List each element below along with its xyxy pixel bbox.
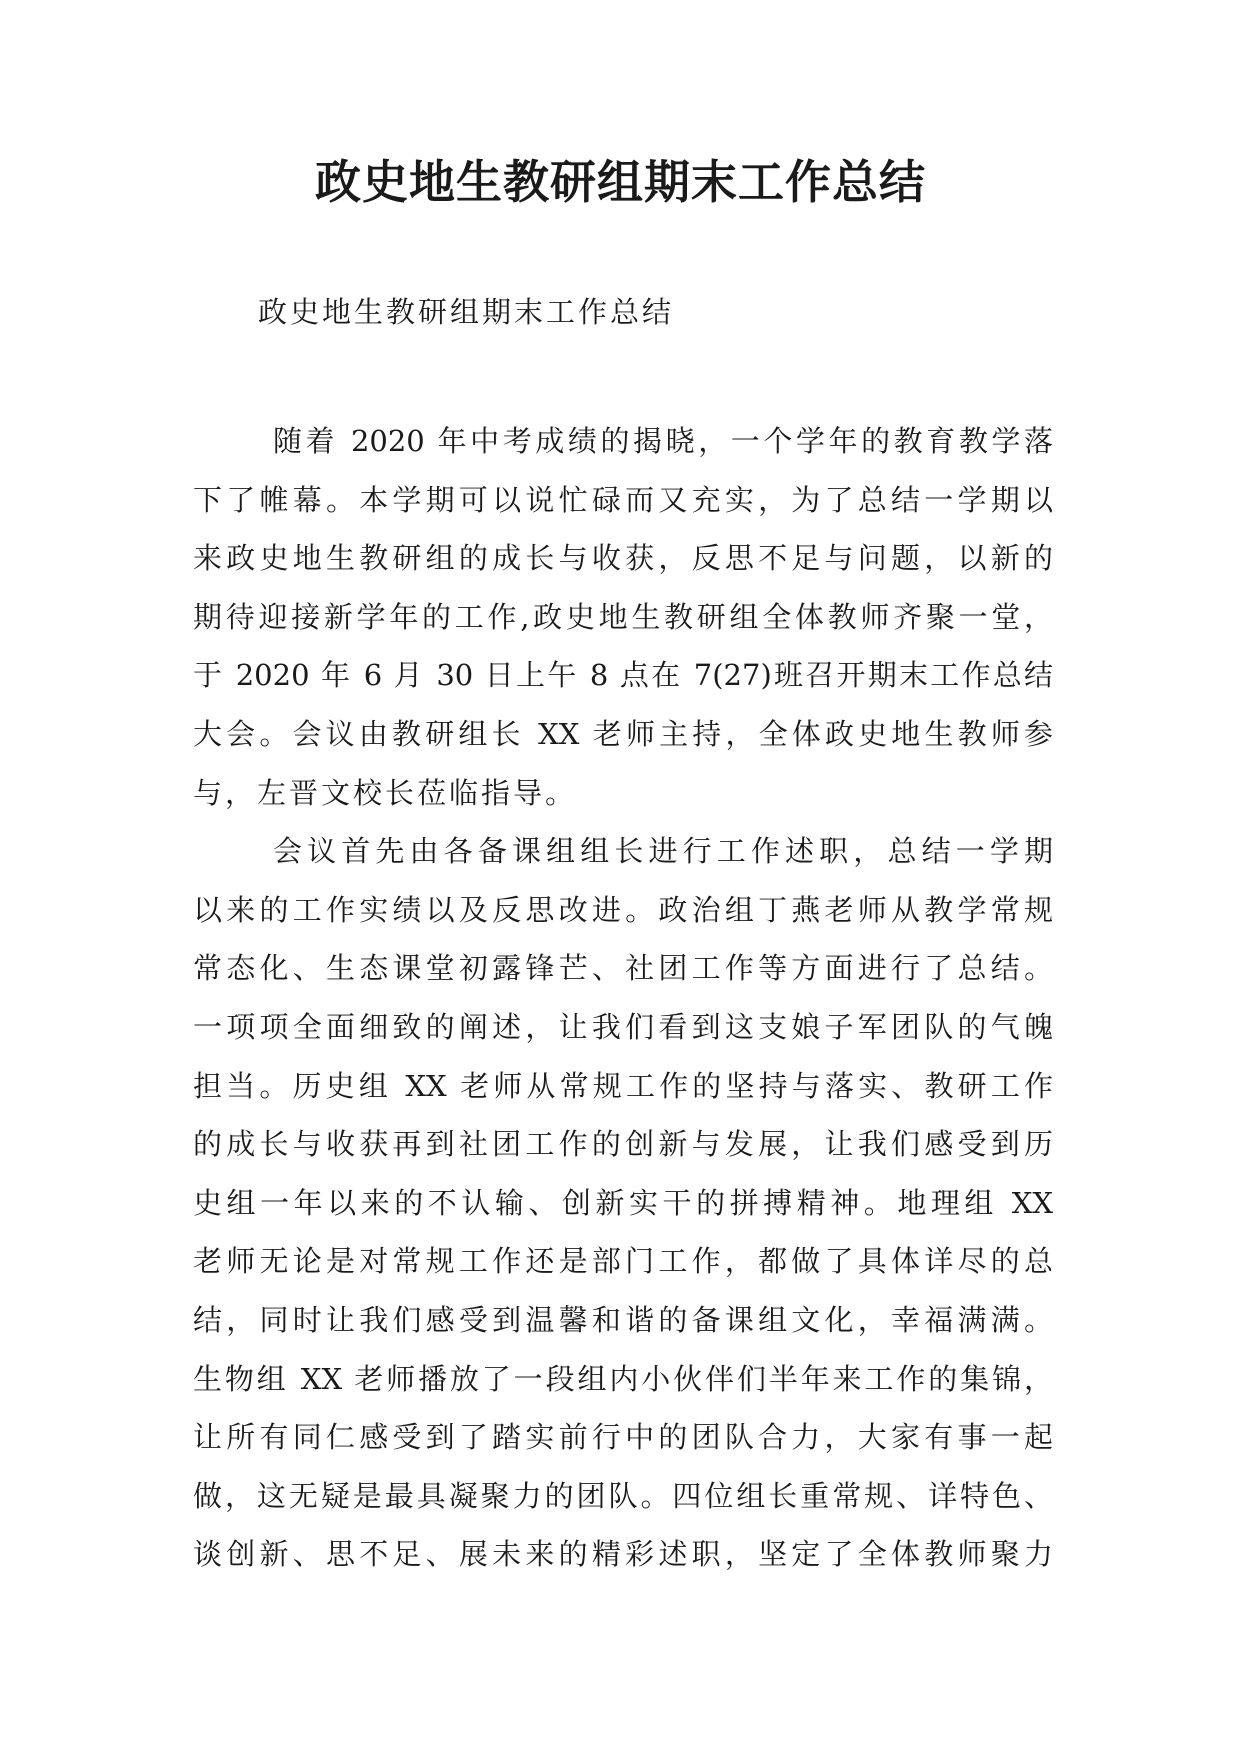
paragraph-1-line: 大会。会议由教研组长 XX 老师主持，全体政史地生教师参 xyxy=(193,716,1053,751)
paragraph-2-line: 老师无论是对常规工作还是部门工作，都做了具体详尽的总 xyxy=(193,1244,1053,1279)
paragraph-2-line: 会议首先由各备课组组长进行工作述职，总结一学期 xyxy=(273,834,1053,869)
paragraph-2-line: 以来的工作实绩以及反思改进。政治组丁燕老师从教学常规 xyxy=(193,892,1053,927)
paragraph-2-line: 常态化、生态课堂初露锋芒、社团工作等方面进行了总结。 xyxy=(193,951,1053,986)
paragraph-2-line: 做，这无疑是最具凝聚力的团队。四位组长重常规、详特色、 xyxy=(193,1478,1053,1513)
paragraph-2-line: 担当。历史组 XX 老师从常规工作的坚持与落实、教研工作 xyxy=(193,1068,1053,1103)
paragraph-1-line: 来政史地生教研组的成长与收获，反思不足与问题，以新的 xyxy=(193,541,1053,576)
paragraph-2-line: 的成长与收获再到社团工作的创新与发展，让我们感受到历 xyxy=(193,1127,1053,1162)
paragraph-1-line: 随着 2020 年中考成绩的揭晓，一个学年的教育教学落 xyxy=(273,424,1053,458)
paragraph-2-line: 结，同时让我们感受到温馨和谐的备课组文化，幸福满满。 xyxy=(193,1302,1053,1337)
paragraph-1-line: 期待迎接新学年的工作,政史地生教研组全体教师齐聚一堂， xyxy=(193,599,1053,634)
paragraph-2-line: 让所有同仁感受到了踏实前行中的团队合力，大家有事一起 xyxy=(193,1420,1053,1455)
document-title: 政史地生教研组期末工作总结 xyxy=(315,155,926,209)
paragraph-1-line: 于 2020 年 6 月 30 日上午 8 点在 7(27)班召开期末工作总结 xyxy=(193,658,1053,693)
paragraph-2-line: 史组一年以来的不认输、创新实干的拼搏精神。地理组 XX xyxy=(193,1185,1053,1220)
paragraph-2-line: 生物组 XX 老师播放了一段组内小伙伴们半年来工作的集锦， xyxy=(193,1361,1053,1396)
paragraph-2-line: 谈创新、思不足、展未来的精彩述职，坚定了全体教师聚力 xyxy=(193,1537,1053,1572)
paragraph-2-line: 一项项全面细致的阐述，让我们看到这支娘子军团队的气魄 xyxy=(193,1009,1053,1044)
document-subtitle: 政史地生教研组期末工作总结 xyxy=(258,295,675,329)
paragraph-1-line: 与，左晋文校长莅临指导。 xyxy=(193,775,578,810)
paragraph-1-line: 下了帷幕。本学期可以说忙碌而又充实，为了总结一学期以 xyxy=(193,482,1053,517)
document-body xyxy=(193,412,1053,1584)
